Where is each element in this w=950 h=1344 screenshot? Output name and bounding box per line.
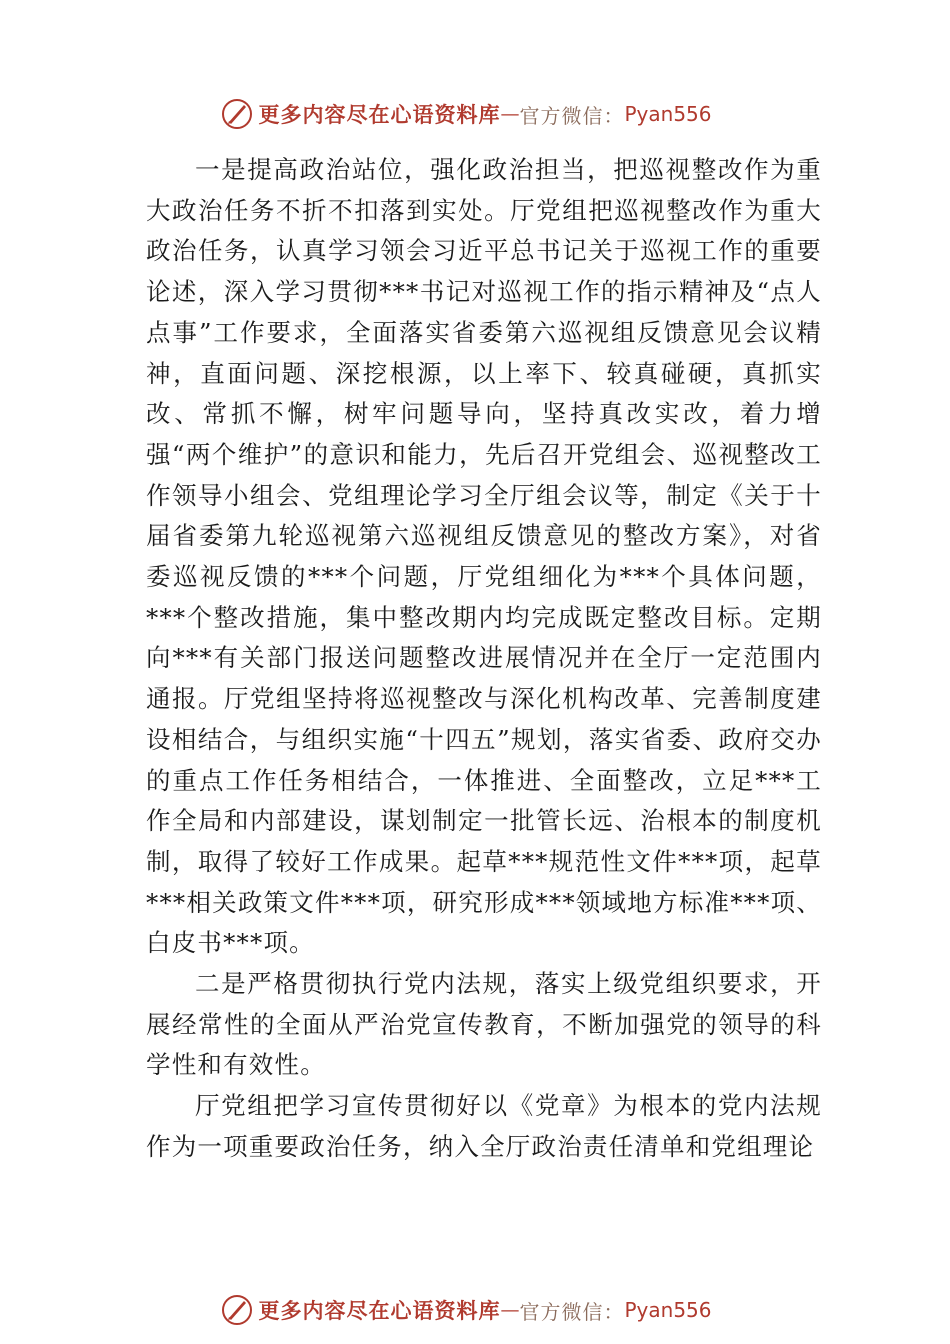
quill-logo-icon — [220, 97, 254, 131]
banner-official-label: 官方微信： — [519, 103, 625, 128]
quill-logo-icon — [220, 1293, 254, 1327]
banner-library-text: 更多内容尽在心语资料库 — [258, 1298, 501, 1323]
banner-official-label: 官方微信： — [519, 1299, 625, 1324]
banner-library-text: 更多内容尽在心语资料库 — [258, 102, 501, 127]
paragraph-3: 厅党组把学习宣传贯彻好以《党章》为根本的党内法规作为一项重要政治任务，纳入全厅政治责任清单和党组理论 — [146, 1091, 822, 1161]
document-body — [146, 150, 822, 1168]
paragraph-2: 二是严格贯彻执行党内法规，落实上级党组织要求，开展经常性的全面从严治党宣传教育，不断加强党的领导的科学性和有效性。 — [146, 969, 822, 1080]
banner-dash: — — [500, 1299, 520, 1321]
header-watermark-banner — [0, 94, 950, 134]
paragraph-1: 一是提高政治站位，强化政治担当，把巡视整改作为重大政治任务不折不扣落到实处。厅党组把巡视整改作为重大政治任务，认真学习领会习近平总书记关于巡视工作的重要论述，深入学习贯彻***书记对巡视工作的指示精神及“点人点事”工作要求，全面落实省委第六巡视组反馈意见会议精神，直面问题、深挖根源，以上率下、较真碰硬，真抓实改、常抓不懈，树牢问题导向，坚持真改实改，着力增强“两个维护”的意识和能力，先后召开党组会、巡视整改工作领导小组会、党组理论学习全厅组会议等，制定《关于十届省委第九轮巡视第六巡视组反馈意见的整改方案》，对省委巡视反馈的***个问题，厅党组细化为***个具体问题，***个整改措施，集中整改期内均完成既定整改目标。定期向***有关部门报送问题整改进展情况并在全厅一定范围内通报。厅党组坚持将巡视整改与深化机构改革、完善制度建设相结合，与组织实施“十四五”规划，落实省委、政府交办的重点工作任务相结合，一体推进、全面整改，立足***工作全局和内部建设，谋划制定一批管长远、治根本的制度机制，取得了较好工作成果。起草***规范性文件***项，起草***相关政策文件***项，研究形成***领域地方标准***项、白皮书***项。 — [146, 155, 822, 958]
banner-dash: — — [500, 103, 520, 125]
footer-watermark-banner — [0, 1290, 950, 1330]
banner-wechat-id: Pyan556 — [624, 1298, 712, 1322]
banner-wechat-id: Pyan556 — [624, 102, 712, 126]
